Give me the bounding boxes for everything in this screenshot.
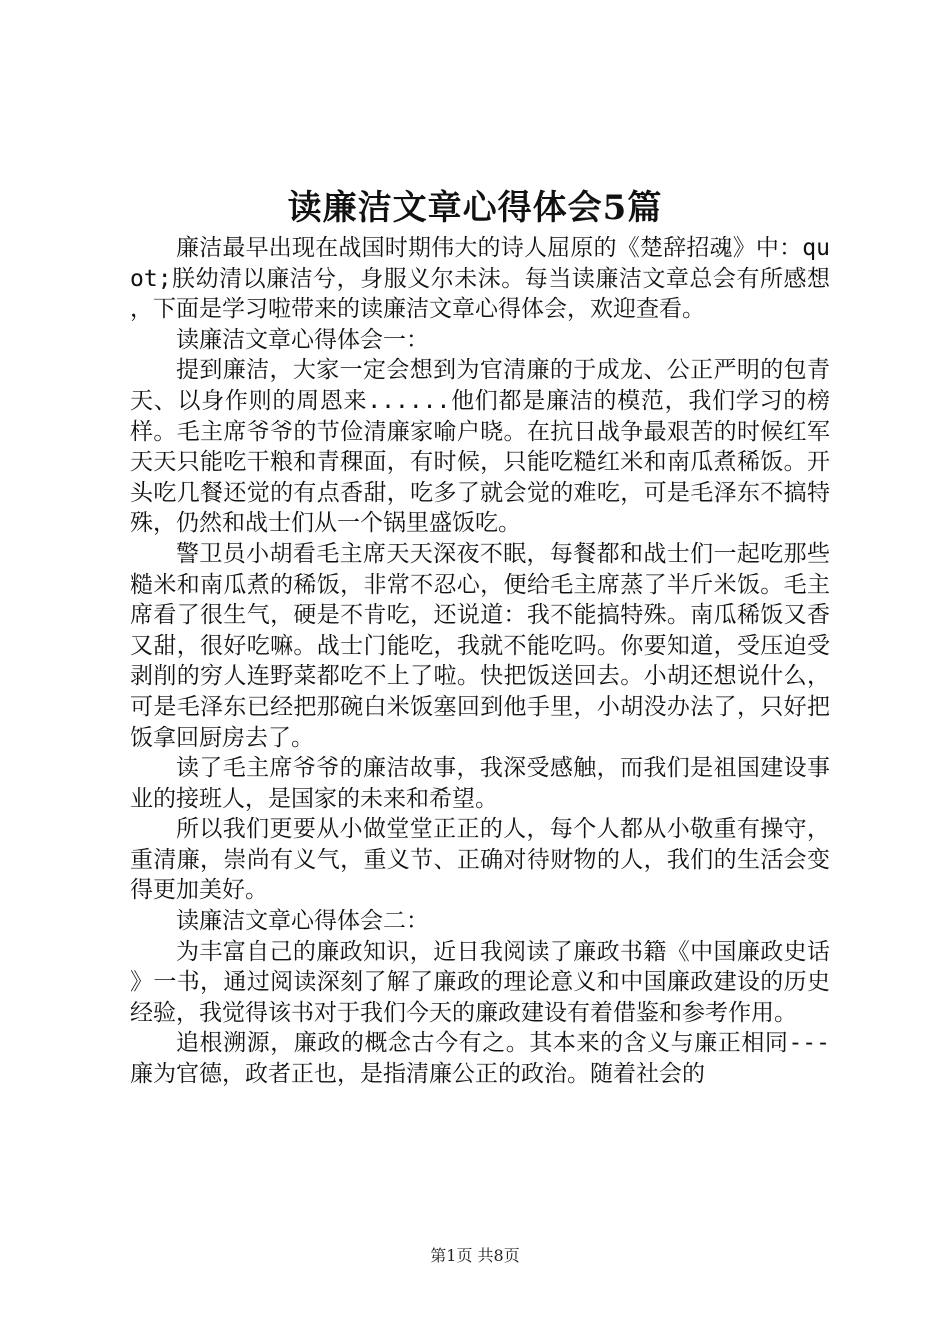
paragraph: 追根溯源，廉政的概念古今有之。其本来的含义与廉正相同---廉为官德，政者正也，是指清廉公正的政治。随着社会的: [130, 1030, 830, 1088]
paragraph: 所以我们更要从小做堂堂正正的人，每个人都从小敬重有操守，重清廉，崇尚有义气，重义节、正确对待财物的人，我们的生活会变得更加美好。: [130, 816, 830, 904]
paragraph: 读了毛主席爷爷的廉洁故事，我深受感触，而我们是祖国建设事业的接班人，是国家的未来和希望。: [130, 755, 830, 812]
section-heading-one: 读廉洁文章心得体会一：: [176, 326, 429, 353]
paragraph: 为丰富自己的廉政知识，近日我阅读了廉政书籍《中国廉政史话》一书，通过阅读深刻了解了廉政的理论意义和中国廉政建设的历史经验，我觉得该书对于我们今天的廉政建设有着借鉴和参考作用。: [130, 938, 830, 1026]
section-heading-two: 读廉洁文章心得体会二：: [176, 908, 429, 935]
document-title: 读廉洁文章心得体会5篇: [287, 188, 663, 228]
document-body: [130, 233, 830, 1090]
paragraph-intro: 廉洁最早出现在战国时期伟大的诗人屈原的《楚辞招魂》中：quot;朕幼清以廉洁兮，身服义尔未沫。每当读廉洁文章总会有所感想，下面是学习啦带来的读廉洁文章心得体会，欢迎查看。: [130, 235, 830, 323]
page-number-footer: 第1页 共8页: [430, 1246, 520, 1265]
paragraph: 提到廉洁，大家一定会想到为官清廉的于成龙、公正严明的包青天、以身作则的周恩来......他们都是廉洁的模范，我们学习的榜样。毛主席爷爷的节俭清廉家喻户晓。在抗日战争最艰苦的时候红军天天只能吃干粮和青稞面，有时候，只能吃糙红米和南瓜煮稀饭。开头吃几餐还觉的有点香甜，吃多了就会觉的难吃，可是毛泽东不搞特殊，仍然和战士们从一个锅里盛饭吃。: [130, 357, 830, 537]
paragraph: 警卫员小胡看毛主席天天深夜不眠，每餐都和战士们一起吃那些糙米和南瓜煮的稀饭，非常不忍心，便给毛主席蒸了半斤米饭。毛主席看了很生气，硬是不肯吃，还说道：我不能搞特殊。南瓜稀饭又香又甜，很好吃嘛。战士门能吃，我就不能吃吗。你要知道，受压迫受剥削的穷人连野菜都吃不上了啦。快把饭送回去。小胡还想说什么，可是毛泽东已经把那碗白米饭塞回到他手里，小胡没办法了，只好把饭拿回厨房去了。: [130, 540, 830, 751]
